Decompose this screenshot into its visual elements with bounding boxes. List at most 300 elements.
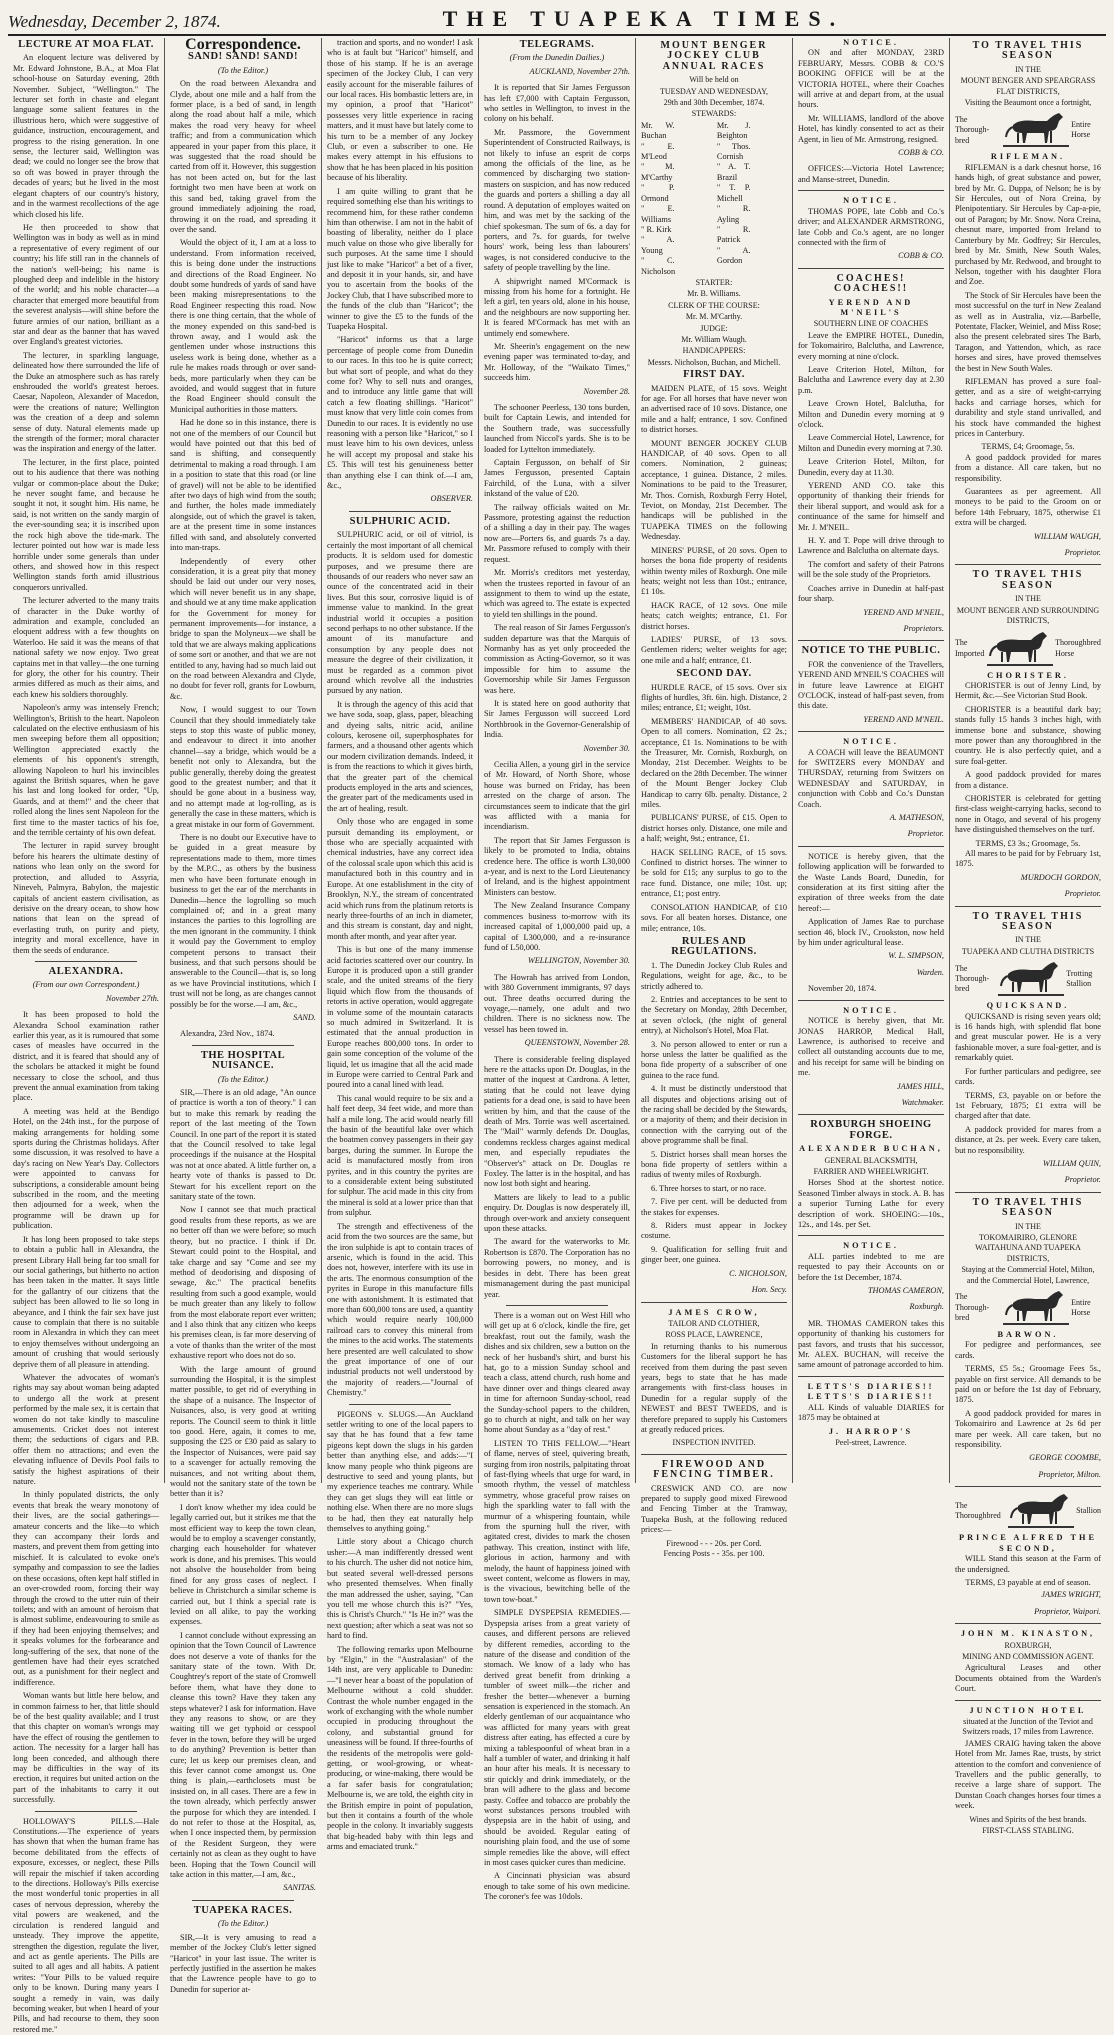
advert-line: IN THE	[1015, 935, 1041, 945]
article-paragraph: The real reason of Sir James Fergusson's sudden departure was that the Marquis of Normanby has as yet only proceeded the commission as Acting-Governor, so it was impossible for him to assume the Governorship while Sir James Fergusson was here.	[484, 623, 630, 695]
advert-line: IN THE	[1015, 64, 1041, 74]
advert-title: TO TRAVEL THIS SEASON	[972, 569, 1084, 591]
advert-title: JUNCTION HOTEL	[969, 1705, 1087, 1715]
column-1	[8, 38, 165, 2034]
horse-icon	[1001, 111, 1071, 149]
article-paragraph: SIMPLE DYSPEPSIA REMEDIES.—Dyspepsia arises from a great variety of causes, and different persons are relieved by different remedies, according to the nature of the disease and condition of the stomach. We know of a lady who has derived great benefit from drinking a tumbler of sweet milk—the richer and fresher the better—whenever a burning sensation is experienced in the stomach. An elderly gentleman of our acquaintance who was afflicted for many years with great distress after eating, has effected a cure by mixing a tablespoonful of wheat bran in a half a tumbler of water, and drinking it half an hour after his meals. It is necessary to stir quickly and drink immediately, or the bran will adhere to the glass and become pasty. Coffee and tobacco are probably the worst substances persons troubled with dyspepsia are in the habit of using, and should be avoided. Regular eating of nourishing plain food, and the use of some simple remedies like the above, will effect in most cases quicker cures than medicine.	[484, 1608, 630, 1868]
article-title: ALEXANDRA.	[48, 965, 124, 977]
signature-title: Proprietor, Waipori.	[1034, 1606, 1101, 1616]
article-paragraph: The schooner Peerless, 130 tons burden, built for Captain Lewis, and intended for the Southern trade, was successfully launched from Niccol's yards. She is to be loaded for Lyttelton immediately.	[484, 403, 630, 454]
advert-text: For further particulars and pedigree, see cards.	[955, 1066, 1101, 1087]
race-entry: MINERS' PURSE, of 20 sovs. Open to horses the bona fide property of residents within twenty miles of Roxburgh. One mile heats; weight not less than 10st.; entrance, £1 10s.	[641, 545, 787, 597]
horse-icon	[1006, 1492, 1076, 1530]
stallion-name: QUICKSAND.	[986, 1001, 1070, 1011]
article-paragraph: SULPHURIC acid, or oil of vitriol, is certainly the most important of all chemical products. It is seldom used for domestic purposes, and we presume there are thousands of our readers who never saw an ounce of the concentrated acid in their lives. But this sour, corrosive liquid is of immense value to mankind. In the great industrial world it occupies a position second perhaps to no other substance. If the amount of its manufacture and consumption by any people does not measure the degree of their civilization, it must be regarded as a common pivot around which revolve all the industries pursued by any nation.	[327, 530, 473, 696]
divider	[192, 1045, 294, 1046]
day-heading: SECOND DAY.	[676, 668, 752, 680]
stallion-illustration-row	[955, 111, 1101, 149]
signature: W. L. SIMPSON,	[888, 951, 944, 961]
article-paragraph: Little story about a Chicago church usher:—A man indifferently dressed went to his church. The usher did not notice him, but seated several well-dressed persons who presented themselves. When finally the man addressed the usher, saying, "Can you tell me whose church this is?" "Yes, this is Christ's Church." "Is He in?" was the next question; after which a seat was not so hard to find.	[327, 1537, 473, 1641]
advert-title: JOHN M. KINASTON,	[960, 1629, 1096, 1639]
advert-text: A good paddock provided for mares in Tokomairiro and Lawrence at 2s 6d per mare per week. All care taken, but no responsibility.	[955, 1408, 1101, 1450]
column-6	[793, 38, 950, 1483]
advert-text: Agricultural Leases and other Documents obtained from the Warden's Court.	[955, 1663, 1101, 1694]
article-paragraph: I don't know whether my idea could be legally carried out, but it strikes me that the most efficient way to keep the town clean, would be to employ a scavenger constantly, charging each householder for whatever work is done, and his premises. This would not absolve the householder from being fined for any gross cases of neglect. I believe in Christchurch a similar scheme is carried out, but I think a special rate is levied on all alike, to pay the working expenses.	[170, 1502, 316, 1627]
advert-subtitle: situated at the Junction of the Teviot and Switzers roads, 17 miles from Lawrence.	[962, 1716, 1094, 1737]
steward-name: " E. M'Leod	[641, 141, 675, 162]
steward-name: " P. Ormond	[641, 183, 675, 203]
divider	[955, 906, 1101, 907]
article-paragraph: The Howrah has arrived from London, with 380 Government immigrants, 97 days out. Three deaths occurred during the voyage,—namely, one adult and two children. There is no sickness now. The vessel has been towed in.	[484, 972, 630, 1034]
clerk-label: CLERK OF THE COURSE:	[668, 300, 760, 310]
starter-label: STARTER:	[695, 277, 733, 287]
dateline: WELLINGTON, November 30.	[527, 956, 630, 966]
horse-label-right: Stallion	[1076, 1506, 1101, 1516]
signature: OBSERVER.	[430, 494, 473, 504]
steward-name: " R. Ayling	[716, 204, 751, 224]
rule: 8. Riders must appear in Jockey costume.	[641, 1221, 787, 1241]
notice-title: NOTICE.	[843, 38, 899, 47]
article-paragraph: An eloquent lecture was delivered by Mr. Edward Johnstone, B.A., at Moa Flat school-house on Saturday evening, 28th November. Subject, "Wellington." The lecturer set forth in chaste and elegant language some salient features in the illustrious hero, which were suggestive of guidance, instruction, encouragement, and progress to the rising generation. In one sense, the lecturer said, Wellington was dead; we could no longer see the brow that so oft was bowed in prayer through the decades of years; but he lived in the most elegant chapters of our country's history, and in the warmest recollections of the age which closed his life.	[13, 53, 159, 219]
article-paragraph: Now, I would suggest to our Town Council that they should immediately take steps to stop this waste of public money, and endeavour to direct it into another channel—say a bridge, which would be a benefit not only to Alexandra, but the public generally, thereby doing the greatest good to the greatest number; and that it should be gone about in a business way, and no attempt made at log-rolling, as is generally the case in these matters, which is a great mistake in our form of Government.	[170, 705, 316, 829]
signature: SANITAS.	[283, 1883, 316, 1893]
advert-title: TO TRAVEL THIS SEASON	[972, 1196, 1084, 1219]
advert-location: Peel-street, Lawrence.	[835, 1437, 907, 1447]
article-paragraph: This is but one of the many immense acid factories scattered over our country. In Europe it is produced upon a still grander scale, and the united streams of the fiery liquid which flow from the thousands of retorts in active operation, would aggregate in volume some of the mountain cataracts so much admired in Switzerland. It is estimated that the annual production in Europe reaches 800,000 tons. In order to gain some conception of the volume of the liquid, let us imagine that all the acid made in Europe were carried to Central Park and poured into a canal lined with lead.	[327, 945, 473, 1090]
advert-line: TOKOMAIRIRO, GLENORE WAITAHUNA AND TUAPEKA DISTRICTS,	[975, 1232, 1081, 1263]
signature: GEORGE COOMBE,	[1029, 1453, 1101, 1463]
advert-text: JAMES CRAIG having taken the above Hotel from Mr. James Rae, trusts, by strict attention to the comfort and convenience of Travellers and the public generally, to receive a large share of support. The Dunstan Coach changes horses four times a week.	[955, 1738, 1101, 1811]
divider	[641, 1454, 787, 1455]
clerk: Mr. M. M'Carthy.	[685, 312, 743, 322]
dateline: Alexandra, 23rd Nov., 1874.	[180, 1029, 275, 1039]
horse-label-right: Entire Horse	[1071, 1297, 1091, 1317]
advert-text: CRESWICK AND CO. are now prepared to supply good mixed Firewood and Fencing Timber at the Tramway, Tuapeka Bush, at the following reduced prices:—	[641, 1483, 787, 1535]
terms: TERMS, £3 3s.; Groomage, 5s.	[975, 838, 1081, 848]
article-paragraph: The award for the waterworks to Mr. Robertson is £870. The Corporation has no borrowing powers, no money, and is besides in debt. There has been great mismanagement during the past municipal year.	[484, 1237, 630, 1299]
column-5	[636, 38, 793, 1559]
advert-title: LETTS'S DIARIES!!	[807, 1381, 935, 1391]
coach-schedule: Leave Criterion Hotel, Milton, for Dunedin, every day at 11.30.	[798, 457, 944, 477]
advert-line: MOUNT BENGER AND SPEARGRASS FLAT DISTRICTS,	[960, 76, 1096, 96]
advert-text: ALL Kinds of valuable DIARIES for 1875 may be obtained at	[798, 1402, 944, 1423]
divider	[798, 190, 944, 191]
advert-title: ROXBURGH SHOEING FORGE.	[810, 1119, 932, 1141]
advert-subtitle: GENERAL BLACKSMITH,	[824, 1155, 918, 1165]
horse-label-left: The Thorough-bred	[955, 1292, 990, 1323]
divider	[798, 846, 944, 847]
article-paragraph: With the large amount of ground surrounding the Hospital, it is the simplest matter possible, to get rid of everything in the shape of a nuisance. The Inspector of Nuisances, also, is very good at writing reports. The Council seem to think it little too good. Here, again, it comes to me, supposing the £25 or £30 paid as salary to the Inspector of Nuisances, were paid say to a scavenger for actually removing the nuisances, and not writing about them, would not the sanitary state of the town be better than it is?	[170, 1364, 316, 1499]
steward-name: " R. Kirk	[641, 224, 672, 234]
rule: 1. The Dunedin Jockey Club Rules and Regulations, weight for age, &c., to be strictly adhered to.	[641, 960, 787, 991]
article-paragraph: The lecturer, in sparkling language, delineated how there surrounded the life of the Duke an atmosphere such as has rarely enshrouded the world's greatest heroes. Caesar, Napoleon, Alexander of Macedon, were the creations of nature; Wellington was the creation of a deep and solemn sense of duty. Natural elements made up the strength of the former; moral character was the inspiration and energy of the latter.	[13, 350, 159, 454]
signature: THOMAS CAMERON,	[867, 1286, 944, 1296]
advert-title: TO TRAVEL THIS SEASON	[972, 910, 1084, 933]
notice-text: Mr. WILLIAMS, landlord of the above Hotel, has kindly consented to act as their Agent, in lieu of Mr. Armstrong, resigned.	[798, 113, 944, 144]
article-paragraph: Whatever the advocates of woman's rights may say about woman being adapted to undergo all the work at present performed by the male sex, it is certain that women do not take kindly to masculine amusements. Cricket does not interest them; the seductions of cigars and P.B. offer them no attractions; and even the elevating influence of Devils Pool fails to satisfy the highest aspirations of their nature.	[13, 1372, 159, 1487]
article-paragraph: Mr. Morris's creditors met yesterday, when the trustees reported in favour of an assignment to them to wind up the estate, which was agreed to. The estate is expected to yield ten shillings in the pound.	[484, 568, 630, 619]
price-line: Fencing Posts - - 35s. per 100.	[663, 1549, 765, 1559]
divider	[349, 1404, 451, 1405]
article-paragraph: Independently of every other consideration, it is a great pity that money should be laid out under our very noses, which will never benefit us in any shape, and should we at any time make application for the Government for money for permanent improvements—for instance, a bridge to span the Molyneux—we shall be told that we are always making applications of some sort or another, and that we are not entitled to any, having had so much laid out on the road between Alexandra and Clyde, no doubt for fever roll, grants for Lowburn, &c.	[170, 556, 316, 701]
rule: 4. It must be distinctly understood that all disputes and objections arising out of the racing shall be decided by the Stewards, or a majority of them; and their decision in connection with the carrying out of the above programme shall be final.	[641, 1084, 787, 1146]
divider	[798, 640, 944, 641]
article-paragraph: It has long been proposed to take steps to obtain a public hall in Alexandra, the present Library Hall being far too small for our social gatherings, but hitherto no action has been taken in the matter. It says little for the gallantry of our citizens that the subject has been allowed to lie so long in abeyance, and I think the fair sex have just cause to complain that there is no suitable room in Alexandra in which they can meet to enjoy themselves without undergoing an amount of crushing that would seriously deprive them of all pleasure in attending.	[13, 1234, 159, 1369]
article-title: TELEGRAMS.	[519, 39, 595, 50]
notice-date: November 20, 1874.	[808, 984, 877, 994]
dateline: November 30.	[583, 743, 630, 753]
advert-text: TERMS, £3, payable on or before the 1st February, 1875; £1 extra will be charged after that date.	[955, 1090, 1101, 1121]
advert-line: IN THE	[1015, 594, 1041, 604]
divider	[798, 1376, 944, 1377]
steward-name: " Thos. Cornish	[716, 141, 751, 162]
notice-text: FOR the convenience of the Travellers, YEREND AND M'NEIL'S COACHES will in future leave Lawrence at EIGHT O'CLOCK, instead of half-past seven, from this date.	[798, 659, 944, 711]
race-entry: HACK RACE, of 12 sovs. One mile heats; catch weights; entrance, £1. For district horses.	[641, 600, 787, 631]
advert-subtitle: MINING AND COMMISSION AGENT.	[962, 1651, 1094, 1661]
stewards-left	[641, 121, 711, 277]
notice-text: OFFICES:—Victoria Hotel Lawrence; and Manse-street, Dunedin.	[798, 164, 944, 184]
signature-title: Proprietor.	[1064, 1175, 1101, 1185]
stewards-list	[641, 121, 787, 277]
article-title: TUAPEKA RACES.	[193, 1904, 293, 1916]
article-paragraph: The following remarks upon Melbourne by "Elgin," in the "Australasian" of the 14th inst, are very applicable to Dunedin:—"I never hear a boast of the population of Melbourne without a cold shudder. Contrast the whole number engaged in the work of exchanging with the whole number occupied in producing throughout the colony, and substantial ground for uneasiness will be found. If three-fourths of the residents of the metropolis were gold-getting, or wool-growing, or wheat-producing, or wine-making, there would be a far safer basis for congratulation; Melbourne is, we are told, the eighth city in the British empire in point of population, but then it contains a fourth of the whole people in the colony. It invariably suggests that big-headed baby with thin legs and arms and emaciated trunk."	[327, 1644, 473, 1852]
column-7	[950, 38, 1106, 1836]
steward-name: " M. M'Carthy	[641, 162, 675, 182]
steward-name: " A. Gordon	[716, 245, 751, 266]
rule: 6. Three horses to start, or no race.	[651, 1183, 767, 1193]
advert-text: A good paddock provided for mares from a distance. All care taken, but no responsibility.	[955, 452, 1101, 483]
article-title: SULPHURIC ACID.	[349, 515, 451, 527]
handicappers-label: HANDICAPPERS:	[682, 346, 746, 356]
advert-text: Coaches arrive in Dunedin at half-past four sharp.	[798, 583, 944, 604]
article-title: LECTURE AT MOA FLAT.	[18, 39, 154, 50]
stewards-right	[717, 121, 787, 277]
advert-name: J. HARROP'S	[828, 1426, 914, 1436]
signature-title: Proprietor, Milton.	[1038, 1469, 1101, 1479]
signature: JAMES HILL,	[896, 1081, 944, 1091]
steward-name: Mr. J. Beighton	[716, 120, 751, 141]
advert-text: H. Y. and T. Pope will drive through to Lawrence and Balclutha on alternate days.	[798, 536, 944, 556]
article-paragraph: This canal would require to be six and a half feet deep, 34 feet wide, and more than half a mile long. The acid would nearly fill the basin of the beautiful lake over which the boatmen convey passengers in their gay barges, during the summer. In Europe the acid is manufactured mostly from iron pyrites, and in this country the pyrites are to a considerable extent being substituted for sulphur. The acid made in this city from the mineral is sold at a lower price than that from sulphur.	[327, 1093, 473, 1218]
advert-title: COACHES! COACHES!!	[833, 272, 909, 295]
article-paragraph: The report that Sir James Fergusson is likely to be promoted to India, obtains credence here. The office is worth L30,000 a-year, and is next to the Lord Lieutenancy of Ireland, and is the highest appointment Ministers can bestow.	[484, 835, 630, 897]
article-paragraph: There is considerable feeling displayed here re the attacks upon Dr. Douglas, in the matter of the inquest at Cardrona. A letter, stating that he could not leave dying patients for a dead one, is said to have been written by him, and that the cause of the death of Mrs. Torrie was well ascertained. The "Mail" warmly defends Dr. Douglas, condemns reckless charges against medical men, and especially repudiates the "Observer's" attack on Dr. Douglas re Foxley. The latter is in the hospital, and has now lost both sight and hearing.	[484, 1054, 630, 1189]
race-entry: CONSOLATION HANDICAP, of £10 sovs. For all beaten horses. Distance, one mile; entrance, 10s.	[641, 902, 787, 933]
race-entry: PUBLICANS' PURSE, of £15. Open to district horses only. Distance, one mile and a half; weight, 9st.; entrance, £1.	[641, 813, 787, 844]
horse-label-left: The Thorough-bred	[955, 114, 990, 145]
advert-title: MOUNT BENGER JOCKEY CLUB ANNUAL RACES	[660, 40, 768, 72]
divider	[798, 268, 944, 269]
stallion-name: BARWON.	[997, 1330, 1059, 1339]
divider	[955, 1700, 1101, 1701]
advert-name: ALEXANDER BUCHAN,	[799, 1144, 943, 1154]
notice-text: MR. THOMAS CAMERON takes this opportunity of thanking his customers for past favors, and trusts that his successor, Mr. ALEX. BUCHAN, will receive the same amount of patronage accorded to him.	[798, 1318, 944, 1370]
signature: YEREND AND M'NEIL.	[863, 714, 944, 724]
signature-title: Proprietor.	[1064, 889, 1101, 899]
horse-label-left: The Thorough-bred	[955, 963, 990, 994]
advert-line: TUAPEKA AND CLUTHA DISTRICTS	[961, 946, 1095, 956]
steward-name: " T. P. Michell	[716, 183, 751, 203]
race-entry: HURDLE RACE, of 15 sovs. Over six flights of hurdles, 3ft. 6in. high. Distance, 2 miles; entrance, £1; weight, 10st.	[641, 682, 787, 713]
horse-icon	[996, 960, 1066, 998]
advert-text: The Stock of Sir Hercules have been the most successful on the turf in New Zealand as well as in Australia, viz.—Barbelle, Potentate, Flacker, Weiniel, and Miss Rose; also the present celebrated sires The Barb, Taragon, and Yattendon, which, as race horses and sires, have proved themselves the best in New South Wales.	[955, 290, 1101, 373]
terms: TERMS, £4; Groomage, 5s.	[981, 442, 1075, 452]
article-paragraph: Napoleon's army was intensely French; Wellington's, British to the heart. Napoleon calculated on the elective enthusiasm of his men sweeping before them all opposition; Wellington appreciated exactly the elements of his opponent's strength, allowing Napoleon to hurl his invincibles against the British squares, when he gave his last and long looked for order, "Up, Guards, and at them!" and the cheer that rolled along the lines sent Napoleon for the first time to the master tactics of his foe, and the terrible certainty of his own defeat.	[13, 703, 159, 838]
advert-line: IN THE	[1015, 1221, 1041, 1231]
signature-title: Proprietor.	[907, 829, 944, 839]
article-paragraph: The strength and effectiveness of the acid from the two sources are the same, but the iron sulphide is apt to contain traces of arsenic, which is found in the acid. This does not, however, interfere with its use in the arts. The enormous consumption of the pyrites in Europe in this manufacture fills one with astonishment. It is estimated that more than 600,000 tons are used, a quantity which would require nearly 100,000 railroad cars to convey this mineral from the mines to the acid works. The statements here presented are well calculated to show the great importance of one of our industrial products not well understood by the majority of readers.—"Journal of Chemistry."	[327, 1221, 473, 1398]
divider	[798, 1000, 944, 1001]
article-paragraph: There is no doubt our Executive have to be guided in a great measure by representations made to them, more times by the M.P.C., as others by the business men who have been fortunate enough in business to get the ear of the merchants in Dunedin—hence the logrolling so much complained of; and in a great many instances the parties to this logrolling are the men ignorant in the community. I think it would pay the Government to employ competent persons to transact their business, and that such persons should be answerable to the Council—that is, so long as we have Provincial institutions, which I trust will not be long, as are changes cannot possibly be for the worse.—I am, &c.,	[170, 833, 316, 1009]
notice-title: NOTICE.	[843, 737, 899, 747]
coach-schedule: Leave Criterion Hotel, Milton, for Balclutha and Lawrence every day at 2.30 p.m.	[798, 364, 944, 395]
advert-text: All mares to be paid for by February 1st, 1875.	[955, 849, 1101, 869]
stallion-name: RIFLEMAN.	[990, 152, 1066, 162]
advert-line: TUESDAY AND WEDNESDAY,	[660, 86, 768, 96]
divider	[955, 1486, 1101, 1487]
advert-subtitle: FARRIER AND WHEELWRIGHT.	[813, 1166, 929, 1176]
horse-icon	[1001, 1289, 1071, 1327]
advert-text: The comfort and safety of their Patrons will be the sole study of the Proprietors.	[798, 559, 944, 580]
dateline: November 28.	[583, 386, 630, 396]
article-subtitle: (From the Dunedin Dailies.)	[509, 53, 605, 63]
steward-name: Mr. W. Buchan	[641, 120, 675, 141]
article-paragraph: There is a woman out on West Hill who will get up at 6 o'clock, kindle the fire, get breakfast, rout out the family, wash the dishes and six children, sew a button on the neck of her husband's shirt, and burst his hat, go to a mission Sunday school and teach a class, attend church, rush home and have dinner over and things cleared away in time for afternoon Sunday-school, read the Sunday-school papers to the children, go to church at night, and talk on her way home about Sunday as a "day of rest."	[484, 1310, 630, 1435]
notice-text: Application of James Rae to purchase section 46, block IV., Crookston, now held by him under agricultural lease.	[798, 917, 944, 948]
notice-title: NOTICE.	[843, 1005, 899, 1015]
notice-text: NOTICE is hereby given, that Mr. JONAS HARROP, Medical Hall, Lawrence, is authorised to receive and collect all outstanding accounts due to me, and his receipt for same will be binding on me.	[798, 1016, 944, 1078]
advert-text: In returning thanks to his numerous Customers for the liberal support he has received from them during the past seven years, begs to state that he has made arrangements with first-class houses in Dunedin for a regular supply of the NEWEST and BEST TWEEDS, and is therefore prepared to supply his Customers at greatly reduced prices.	[641, 1341, 787, 1434]
advert-line: MOUNT BENGER AND SURROUNDING DISTRICTS,	[956, 605, 1100, 626]
horse-label-left: The Imported	[955, 638, 985, 658]
newspaper-title: THE TUAPEKA TIMES.	[442, 6, 845, 31]
signature: YEREND AND M'NEIL,	[863, 607, 944, 617]
signature: SAND.	[293, 1012, 316, 1022]
article-paragraph: Mr. Passmore, the Government Superintendent of Constructed Railways, is not likely to infuse an esprit de corps among the officials of the line, as he commenced by discharging two station-masters on suspicion, and has now reduced the guards and porters a shilling a day all round. A deputation of employes waited on him, and was met by the sacking of the chief spokesman. The sum of 6s. a day for porters, and 7s. for guards, for twelve hours' work, being less than labourers' wages, is not considered conducive to the safety of people travelling by the line.	[484, 127, 630, 273]
article-paragraph: It is reported that Sir James Fergusson has left £7,000 with Captain Fergusson, who settles in Wellington, to invest in the colony on his behalf.	[484, 83, 630, 124]
notice-text: NOTICE is hereby given, that the following application will be forwarded to the Waste Lands Board, Dunedin, for consideration at its first sitting after the expiration of three weeks from the date hereof:—	[798, 851, 944, 913]
coach-schedule: Leave Commercial Hotel, Lawrence, for Milton and Dunedin every morning at 7.30.	[798, 433, 944, 453]
advert-text: CHORISTER is out of Jenny Lind, by Hermit, &c.—See Victorian Stud Book.	[955, 680, 1101, 701]
advert-text: A paddock provided for mares from a distance, at 2s. per week. Every care taken, but no responsibility.	[955, 1124, 1101, 1155]
race-entry: MEMBERS' HANDICAP, of 40 sovs. Open to all comers. Nomination, £2 2s.; acceptance, £1 1s. Nominations to be with the Treasurer, Mr. Cornish, Roxburgh, on Monday, 21st December. Weights to be declared on the 28th December. The winner of the Mount Benger Jockey Club Handicap to carry 6lb. penalty. Distance, 2 miles.	[641, 716, 787, 810]
advert-text: QUICKSAND is rising seven years old; is 16 hands high, with splendid flat bone and great muscular power. He is a very fashionable mover, a sure foal-getter, and is remarkably quiet.	[955, 1011, 1101, 1063]
advert-text: Horses Shod at the shortest notice. Seasoned Timber always in stock. A. B. has a superior Turning Lathe for every description of work. SHOEING:—10s., 12s., and 14s. per Set.	[798, 1178, 944, 1229]
advert-title: YEREND AND M'NEIL'S	[828, 297, 914, 317]
advert-footer: INSPECTION INVITED.	[672, 1438, 756, 1448]
advert-line: Wines and Spirits of the best brands.	[969, 1814, 1087, 1824]
horse-icon	[985, 630, 1055, 668]
article-paragraph: The lecturer adverted to the many traits of character in the Duke worthy of admiration and example, concluded an eloquent address with a few thoughts on Waterloo. He said it was the means of that national safety we now enjoy. Two great captains met in that valley—the one turning for glory, the other for his country. Their armies differed as much as their aims, and each knew his soldiers thoroughly.	[13, 596, 159, 699]
signature: COBB & CO.	[898, 148, 944, 158]
starter: Mr. B. Williams.	[687, 289, 741, 299]
article-subtitle: (From our own Correspondent.)	[32, 980, 140, 990]
terms: TERMS, £3 payable at end of season.	[965, 1577, 1091, 1587]
day-heading: FIRST DAY.	[683, 369, 745, 381]
column-4	[479, 38, 636, 1902]
advert-text: WILL Stand this season at the Farm of the undersigned.	[955, 1554, 1101, 1574]
stallion-illustration-row	[955, 1289, 1101, 1327]
steward-name: " E. Williams	[641, 204, 675, 224]
section-title: Correspondence.	[185, 36, 301, 53]
notice-title: NOTICE.	[843, 196, 899, 206]
advert-text: RIFLEMAN has proved a sure foal-getter, and as a sire of weight-carrying hacks and carriage horses, which for durability and style stand unrivalled, and his stock have commanded the highest prices in Canterbury.	[955, 376, 1101, 438]
signature-title: Proprietor.	[1064, 548, 1101, 558]
divider	[506, 1305, 608, 1306]
article-title: THE HOSPITAL NUISANCE.	[200, 1049, 286, 1072]
signature-title: Proprietors.	[903, 623, 944, 633]
article-subtitle: (To the Editor.)	[217, 65, 269, 75]
stallion-name: PRINCE ALFRED THE SECOND,	[959, 1533, 1097, 1553]
article-paragraph: LISTEN TO THIS FELLOW.—"Heart of flame, nerves of steel, quivering breath, surging from iron nostrils, palpitating throat of fast-flying wheels that urge for ward, in smooth rhythm, the vessel of matchless symmetry, whose graceful prow raises on high the sparkling water to fall with the murmur of a whispering fountain, while from the spurning hull the river, with agitated crest, divides to mark the chosen pathway. This creation, instinct with life, glorious in action, harmony and with melody, the haunt of happiness joined with sweet content, welcome as flowers in may, is the vivacious, bewitching belle of the town tow-boat."	[484, 1438, 630, 1604]
advert-line: Visiting the Beaumont once a fortnight,	[964, 98, 1092, 108]
advert-subtitle: ROXBURGH,	[1004, 1640, 1052, 1650]
horse-label-right: Trotting Stallion	[1066, 968, 1093, 989]
divider	[955, 1192, 1101, 1193]
article-paragraph: I am quite willing to grant that he required something else than his writings to recommend him, for these rather condemn him than otherwise. I am not in the habit of boasting of liberality, neither do I place much value on those who give liberally for such purposes. At the same time I should just like to make "Haricot" a bet of a fiver, and deposit it in your hands, sir, and have you to ascertain from the books of the Jockey Club, that I have subscribed more to the funds of the club than "Haricot"; the winner to give the £5 to the funds of the Tuapeka Hospital.	[327, 186, 473, 331]
masthead	[8, 6, 1106, 36]
price-line: Firewood - - - 20s. per Cord.	[666, 1538, 762, 1548]
notice-text: ON and after MONDAY, 23RD FEBRUARY, Messrs. COBB & CO.'S BOOKING OFFICE will be at the VICTORIA HOTEL, where their Coaches will arrive at and depart from, at the usual hours.	[798, 48, 944, 110]
article-paragraph: Would the object of it, I am at a loss to understand. From information received, this is being done under the instructions and directions of the Road Engineer. No doubt some hundreds of yards of sand have been making misrepresentations to the Road Engineer respecting this road. Now there is one thing certain, that the whole of the money expended on this sand-bed is thrown away, and I would ask the gentlemen under whose instructions this useless work is being done, whether as a rule he makes roads through or over sand-beds, more particularly when they can be avoided, and would suggest that in future the Road Engineer should consult the Municipal authorities in those matters.	[170, 238, 316, 414]
notice-text: THOMAS POPE, late Cobb and Co.'s driver; and ALEXANDER ARMSTRONG, late Cobb and Co.'s agent, are no longer connected with the firm of	[798, 206, 944, 247]
divider	[798, 1235, 944, 1236]
advert-text: A good paddock provided for mares from a distance.	[955, 770, 1101, 790]
signature: COBB & CO.	[898, 251, 944, 261]
signature: WILLIAM WAUGH,	[1033, 531, 1101, 541]
race-entry: LADIES' PURSE, of 13 sovs. Gentlemen riders; welter weights for age; one mile and a half; entrance, £1.	[641, 634, 787, 665]
article-paragraph: Only those who are engaged in some pursuit demanding its employment, or those who are specially acquainted with chemical industries, have any correct idea of the colossal scale upon which this acid is manufactured both in this country and in Europe. At one establishment in the city of Brooklyn, N.Y., the stream of concentrated acid which runs from the platinum retorts is nearly three-fourths of an inch in diameter, and this stream is constant, day and night, month after month, and year after year.	[327, 817, 473, 941]
notice-title: NOTICE TO THE PUBLIC.	[801, 645, 941, 657]
advert-subtitle: SOUTHERN LINE OF COACHES	[813, 319, 929, 329]
stallion-illustration-row	[955, 1492, 1101, 1530]
article-paragraph: SIR,—There is an old adage, "An ounce of practice is worth a ton of theory." I can but to make this remark by reading the report of the last meeting of the Town Council. In one part of the report it is stated that the Council resolved to take legal proceedings if the nuisance at the Hospital was not at once abated. A little further on, a hearty vote of thanks is passed to Dr. Stewart for his excellent report on the sanitary state of the town.	[170, 1088, 316, 1202]
divider	[35, 1811, 137, 1812]
notice-text: ALL parties indebted to me are requested to pay their Accounts on or before the 1st December, 1874.	[798, 1251, 944, 1282]
divider	[955, 1623, 1101, 1624]
article-paragraph: Woman wants but little here below, and in common fairness to her, that little should be of the best quality available; and I trust that this chapter on woman's wrongs may have the effect of rousing the gentlemen to action. The necessity for a larger hall has long been conceded, and although there may be difficulties in the way of its erection, it requires but united action on the part of the inhabitants to carry it out successfully.	[13, 1691, 159, 1805]
rule: 3. No person allowed to enter or run a horse unless the latter be qualified as the bona fide property of a subscriber of one guinea to the race fund.	[641, 1039, 787, 1080]
column-3	[322, 38, 479, 1852]
notice-text: A COACH will leave the BEAUMONT for SWITZERS every MONDAY and THURSDAY, returning from Switzers on WEDNESDAY and SATURDAY, in conjunction with Cobb and Co.'s Dunstan Coach.	[798, 747, 944, 809]
advert-title: FIREWOOD AND FENCING TIMBER.	[653, 1458, 775, 1481]
dateline: November 27th.	[106, 993, 159, 1003]
handicappers: Messrs. Nicholson, Buchan, and Michell.	[647, 357, 781, 367]
signature: WILLIAM QUIN,	[1042, 1158, 1101, 1168]
article-paragraph: SIR,—It is very amusing to read a member of the Jockey Club's letter signed "Haricot" in your last issue. The writer is perfectly justified in the assertion he makes that the Lawrence people have to go to Dunedin for superior at-	[170, 1932, 316, 1994]
judge: Mr. William Waugh.	[681, 334, 747, 344]
article-paragraph: The railway officials waited on Mr. Passmore, protesting against the reduction of a shilling a day in their pay. The wages now are—Porters 6s, and guards 7s a day. Mr. Passmore refused to comply with their request.	[484, 502, 630, 564]
steward-name: " C. Nicholson	[641, 256, 676, 276]
article-paragraph: PIGEONS v. SLUGS.—An Auckland settler writing to one of the local papers to say that he has found that a few tame pigeons kept down the slugs in his garden better than anything else, and adds:—"I know many people who think pigeons are destructive to seed and young plants, but my experience teaches me contrary. While they can get slugs they will eat little or nothing else. When there are no more slugs to be had, then they eat naturally help themselves to anything going."	[327, 1409, 473, 1534]
article-paragraph: A shipwright named M'Cormack is missing from his home for a fortnight. He left a girl, ten years old, alone in his house, and the neighbours are now supporting her. It is feared M'Cormack has met with an untimely end somewhere.	[484, 276, 630, 338]
divider	[641, 1302, 787, 1303]
advert-title: TO TRAVEL THIS SEASON	[972, 40, 1084, 62]
dateline: AUCKLAND, November 27th.	[529, 66, 630, 76]
divider	[192, 1900, 294, 1901]
coach-schedule: Leave the EMPIRE HOTEL, Dunedin, for Tokomairiro, Balclutha, and Lawrence, every morning at nine o'clock.	[798, 330, 944, 361]
article-paragraph: Mr. Sheerin's engagement on the new evening paper was terminated to-day, and Mr. Holloway, of the "Waikato Times," succeeds him.	[484, 341, 630, 383]
coach-schedule: Leave Crown Hotel, Balclutha, for Milton and Dunedin every morning at 9 o'clock.	[798, 399, 944, 429]
article-paragraph: The lecturer in rapid survey brought before his hearers the ultimate destiny of nations who lean only on the sword for protection, and alluded to Assyria, Nineveh, Palmyra, Babylon, the majestic capitals of ancient eastern civilisation, as derisive on the dreary ocean, to show how nations that lean on the spread of everlasting truth, on purity and piety, integrity and moral excellence, have in them the seeds of endurance.	[13, 841, 159, 955]
signature-title: Roxburgh.	[909, 1302, 944, 1312]
article-paragraph: Now I cannot see that much practical good results from these reports, as we are no better off than we were before; so much theory, but no practice. I think if Dr. Stewart could point to the Hospital, and take charge and say "Come and see my method of deodorising and disposing of sewage, &c." The practical benefits resulting from such a good example, would be much greater than any likely to follow from the most elaborate report ever written; and I also think that any citizen who keeps his premises clean, is far more deserving of a vote of thanks than the writer of the most exhaustive report who does not do so.	[170, 1205, 316, 1361]
advert-text: YEREND AND CO. take this opportunity of thanking their friends for their liberal support, and would ask for a continuance of the same for himself and Mr. J. M'NEIL.	[798, 481, 944, 532]
article-subtitle: (To the Editor.)	[217, 1074, 269, 1084]
article-paragraph: It is stated here on good authority that Sir James Fergusson will succeed Lord Northbrook in the Governor-Generalship of India.	[484, 698, 630, 740]
advert-footer: FIRST-CLASS STABLING.	[982, 1826, 1074, 1836]
steward-name: " A. T. Brazil	[716, 162, 751, 182]
signature: JAMES WRIGHT,	[1041, 1590, 1101, 1600]
race-entry: HACK SELLING RACE, of 15 sovs. Confined to district horses. The winner to be sold for £15; any surplus to go to the race fund. Distance, one mile; 10st. up; entrance, £1; post entry.	[641, 847, 787, 899]
stewards-label: STEWARDS:	[691, 109, 737, 119]
rule: 9. Qualification for selling fruit and ginger beer, one guinea.	[641, 1244, 787, 1265]
race-entry: MAIDEN PLATE, of 15 sovs. Weight for age. For all horses that have never won an advertised race of 10 sovs. Distance, one mile and a half; entrance, 1 sov. Confined to district horses.	[641, 383, 787, 435]
notice-title: NOTICE.	[843, 1241, 899, 1251]
divider	[35, 961, 137, 962]
stallion-name: CHORISTER.	[987, 670, 1069, 680]
issue-date: Wednesday, December 2, 1874.	[8, 12, 221, 31]
divider	[798, 1114, 944, 1115]
article-paragraph: In thinly populated districts, the only events that break the weary monotony of their lives, are the social gatherings—amateur concerts and the like—to which they can accompany their lords and masters, and prevent them from getting into mischief. It is calculated to evoke one's sympathy and compassion to see the ladies on these occasions, often kept half stifled in an over-crowded room, forcing their way through the crowd to the utter ruin of their toilets; and with an amount of heroism that is almost sublime, endeavouring to smile as if they had been enjoying themselves; and it speaks volumes for the forbearance and long-suffering of the sex, that none of the gentlemen have had their eyes scratched out, as a punishment for their neglect and indifference.	[13, 1490, 159, 1687]
advert-line: 29th and 30th December, 1874.	[663, 98, 765, 108]
race-entry: MOUNT BENGER JOCKEY CLUB HANDICAP, of 40 sovs. Open to all comers. Nomination, 2 guineas; acceptance, 1 guinea. Distance, 2 miles. Nominations to be paid to the Treasurer, Mr. Thos. Cornish, Roxburgh Ferry Hotel, Teviot, on Monday, 21st December. The handicaps will be published in the TUAPEKA TIMES on the following Wednesday.	[641, 438, 787, 542]
advert-text: Guarantees as per agreement. All moneys to be paid to the Groom on or before 14th February, 1875, otherwise £1 extra will be charged.	[955, 487, 1101, 528]
rule: 7. Five per cent. will be deducted from the stakes for expenses.	[641, 1197, 787, 1217]
advert-location: ROSS PLACE, LAWRENCE,	[665, 1330, 763, 1340]
article-paragraph: A meeting was held at the Bendigo Hotel, on the 24th inst., for the purpose of making arrangements for holding some sports during the Christmas holidays. After some discussion, it was resolved to have a day's racing on New Year's Day. Collectors were appointed to canvass for subscriptions, a considerable amount being subscribed in the room, and the meeting then adjourned for a week, when the programme will be drawn up for publication.	[13, 1106, 159, 1231]
signature: MURDOCH GORDON,	[1020, 872, 1101, 882]
rules-heading: RULES AND REGULATIONS.	[671, 935, 757, 958]
advert-title: JAMES CROW,	[668, 1307, 760, 1317]
rule: 5. District horses shall mean horses the bona fide property of settlers within a radius of twenty miles of Roxburgh.	[641, 1149, 787, 1180]
horse-label-right: Entire Horse	[1071, 120, 1091, 140]
advert-subtitle: TAILOR AND CLOTHIER,	[668, 1318, 760, 1328]
advert-text: RIFLEMAN is a dark chesnut horse, 16 hands high, of great substance and power, bred by Mr. G. Duppa, of Nelson; he is by Sir Hercules, out of Nora Creina, by Plenipotentiary. Sir Hercules by Cap-a-pie, out of Paragon; by Mr. Snow. Nora Creina, chesnut mare, imported from Ireland to Canterbury by Mr. Godfrey; Sir Hercules, bred by Mr. Smith, New South Wales, purchased by Mr. Redwood, and brought to Nelson, together with his daughter Flora and Zoe.	[955, 162, 1101, 287]
article-paragraph: The lecturer, in the first place, pointed out to his audience that there was nothing vulgar or common-place about the Duke; he never sought fame, and because he sought it not, it sought him. His name, he said, is not written on the sandy margin of the ever-sounding sea; it is inscribed upon the rock high above the tide-mark. The lecturer pointed out how war is made less horrible under some generals than under others, and showed how in this respect Wellington stands forth amid illustrious conquerors unrivalled.	[13, 457, 159, 592]
article-paragraph: Cecilia Allen, a young girl in the service of Mr. Howard, of North Shore, whose house was burned on Friday, has been arrested on the charge of arson. The circumstances seem to indicate that the girl was afflicted with a mania for incendiarism.	[484, 760, 630, 832]
signature: A. MATHESON,	[889, 813, 944, 822]
advert-text: TERMS, £5 5s.; Groomage Fees 5s., payable on first service. All demands to be paid on or before the 1st day of February, 1875.	[955, 1364, 1101, 1405]
signature: C. NICHOLSON,	[729, 1268, 787, 1278]
article-paragraph: It has been proposed to hold the Alexandra School examination rather earlier this year, as it is rumoured that some cases of measles have occurred in the district, and it is feared that should any of the scholars be attacked it might be found necessary to close the school, and thus prevent the annual examination from taking place.	[13, 1010, 159, 1103]
divider	[798, 731, 944, 732]
article-paragraph: Matters are likely to lead to a public enquiry. Dr. Douglas is now desperately ill, through over-work and anxiety consequent upon these attacks.	[484, 1192, 630, 1234]
steward-name: " A. Young	[641, 235, 675, 255]
advert-subtitle: LETTS'S DIARIES!!	[807, 1392, 935, 1402]
article-subtitle: (To the Editor.)	[217, 1919, 269, 1929]
advert-line: Staying at the Commercial Hotel, Milton, and the Commercial Hotel, Lawrence,	[961, 1265, 1095, 1285]
article-title: SAND! SAND! SAND!	[187, 51, 298, 63]
dateline: QUEENSTOWN, November 28.	[524, 1038, 630, 1048]
divider	[955, 564, 1101, 565]
article-paragraph: I cannot conclude without expressing an opinion that the Town Council of Lawrence does not deserve a vote of thanks for the sanitary state of the town. With Dr. Coughtrey's report of the state of Cromwell before them, what have they done to cleanse this town? Have they taken any steps whatever? I ask for information. Have they any reasons to show, or are they waiting till we get typhoid or cesspool fever in the town, before they will be urged to do anything? Prevention is better than cure; let us keep our premises clean, and this fever cannot come amongst us. One thing is plain,—earthclosets must be insisted on, in all cases. There are a few in the town already, which perfectly answer the purpose for which they are intended. I do not refer to those at the Hospital, as, when I once inspected them, by permission of the Resident Surgeon, they were certainly not as clean as they ought to have been. Hoping that the Town Council will take action in this matter,—I am, &c.,	[170, 1630, 316, 1880]
advert-text: For pedigree and performances, see cards.	[955, 1340, 1101, 1360]
horse-label-right: Thoroughbred Horse	[1055, 638, 1101, 658]
article-paragraph: Captain Fergusson, on behalf of Sir James Fergusson, presented Captain Fairchild, of the Luna, with a silver inkstand of the value of £20.	[484, 458, 630, 499]
stallion-illustration-row	[955, 960, 1101, 998]
steward-name: " R. Patrick	[716, 224, 751, 245]
horse-label-left: The Thoroughbred	[955, 1500, 1001, 1521]
article-paragraph: "Haricot" informs us that a large percentage of people come from Dunedin to our races. In this too he is quite correct; but what sort of people, and what do they come for? Why to sell nuts and oranges, and to introduce any little game that will catch a few floating shillings. "Haricot" must know that very little coin comes from Dunedin to our races. It is evidently no use reasoning with a person like "Haricot," so I must leave him to his own devices, unless he will accept my proposal and stake his £5. This will test his genuineness better than anything else I can think of.—I am, &c.,	[327, 335, 473, 491]
divider	[349, 511, 451, 512]
rule: 2. Entries and acceptances to be sent to the Secretary on Monday, 28th December, at seven o'clock, (the night of general entry), at Nicholson's Hotel, Moa Flat.	[641, 994, 787, 1036]
article-paragraph: traction and sports, and no wonder! I ask who is at fault but "Haricot" himself, and those of his stamp. If he is an average specimen of the Jockey Club, I can very easily account for the miserable failures of our local races. His bombastic letters are, in my opinion, a proof that "Haricot" possesses very little experience in racing matters, and it must have but lately come to his turn to be a member of any Jockey Club, or even a subscriber to one. He makes every attempt in his effusions to show that he has been placed in his position because of his liberality.	[327, 38, 473, 183]
article-paragraph: A Cincinnati physician was absurd enough to take some of his own medicine. The coroner's fee was 10dols.	[484, 1871, 630, 1902]
advert-text: CHORISTER is a beautiful dark bay; stands fully 15 hands 3 inches high, with immense bone and substance, showing more power than any thoroughbred in the country. He is also perfectly quiet, and a sure foal-getter.	[955, 704, 1101, 766]
advert-line: Will be held on	[689, 75, 739, 85]
article-paragraph: The New Zealand Insurance Company commences business to-morrow with its increased capital of 1,000,000 paid up, a capital of L300,000, and a re-insurance fund of L50,000.	[484, 901, 630, 952]
